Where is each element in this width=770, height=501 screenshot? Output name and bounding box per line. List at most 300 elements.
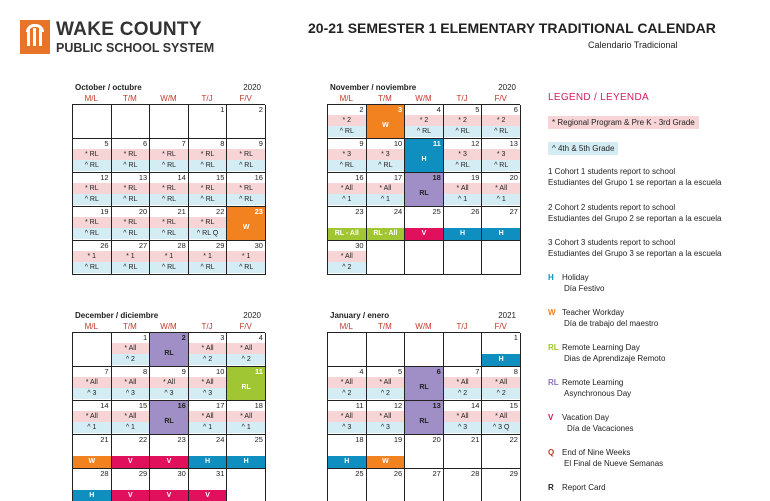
day-grades45-entry: ^ 2 (444, 388, 482, 399)
month-year: 2020 (243, 311, 261, 320)
day-cell (444, 173, 483, 207)
day-cell (328, 105, 367, 139)
day-number: 19 (393, 435, 403, 444)
day-cell (482, 207, 521, 241)
weekday-label: T/J (456, 94, 468, 103)
day-grades45-entry: ^ 3 (112, 388, 150, 399)
day-number: 16 (254, 173, 263, 182)
day-number: 19 (100, 207, 109, 216)
day-cell (73, 469, 112, 501)
day-number: 14 (177, 173, 186, 182)
day-number: 18 (254, 401, 263, 410)
day-cell (227, 173, 266, 207)
day-cell (112, 367, 151, 401)
day-number: 9 (258, 139, 263, 148)
day-number: 27 (509, 207, 518, 216)
weekday-label: W/M (160, 94, 177, 103)
day-cell (328, 469, 367, 501)
day-number: 6 (513, 105, 518, 114)
day-regional-entry: * All (328, 411, 366, 422)
day-regional-entry: * RL (189, 183, 227, 194)
day-number: 2 (181, 333, 186, 342)
day-cell (405, 333, 444, 367)
day-number: 12 (393, 401, 403, 410)
day-number: 23 (177, 435, 186, 444)
day-cell (73, 367, 112, 401)
day-number: 30 (177, 469, 186, 478)
day-status-band: RL - All (328, 228, 366, 240)
day-cell (150, 241, 189, 275)
day-number: 13 (138, 173, 148, 182)
month-year: 2020 (498, 83, 516, 92)
day-cell (189, 469, 228, 501)
day-number: 27 (432, 469, 441, 478)
legend-remote-async-en: Remote Learning (562, 378, 624, 387)
day-status-label: RL (164, 418, 174, 425)
day-number: 6 (436, 367, 441, 376)
day-cell (189, 435, 228, 469)
day-grades45-entry: ^ 1 (73, 422, 111, 433)
day-grades45-entry: ^ RL (150, 160, 188, 171)
day-cell (405, 105, 444, 139)
day-cell (150, 401, 189, 435)
day-regional-entry: * All (482, 411, 520, 422)
month-name: January / enero (330, 311, 390, 320)
day-status-band: V (405, 228, 443, 240)
day-cell (189, 333, 228, 367)
day-cell (150, 435, 189, 469)
logo-line-1: WAKE COUNTY (56, 19, 202, 40)
day-grades45-entry: ^ RL (112, 228, 150, 239)
day-cell (328, 207, 367, 241)
day-cell (482, 173, 521, 207)
month-name: November / noviembre (330, 83, 417, 92)
day-cell (444, 241, 483, 275)
day-number: 8 (220, 139, 225, 148)
day-number: 12 (471, 139, 480, 148)
day-grades45-entry: ^ 2 (328, 388, 366, 399)
day-grades45-entry: ^ 2 (367, 388, 405, 399)
day-cell (405, 401, 444, 435)
day-number: 14 (100, 401, 109, 410)
day-cell (73, 333, 112, 367)
day-cell (482, 435, 521, 469)
calendar-january (327, 311, 520, 501)
day-number: 5 (398, 367, 403, 376)
legend-remote-day-en: Remote Learning Day (562, 343, 640, 352)
day-number: 28 (177, 241, 186, 250)
day-number: 26 (471, 207, 480, 216)
day-cell (189, 207, 228, 241)
day-status-band: V (112, 490, 150, 501)
day-cell (112, 105, 151, 139)
day-cell (444, 105, 483, 139)
day-grades45-entry: ^ RL (405, 126, 443, 137)
day-status-label: W (382, 122, 389, 129)
day-cell (367, 207, 406, 241)
day-number: 4 (436, 105, 441, 114)
day-cell (150, 105, 189, 139)
day-grades45-entry: ^ 2 (227, 354, 265, 365)
day-number: 12 (100, 173, 109, 182)
day-number: 24 (393, 207, 403, 216)
day-number: 21 (177, 207, 186, 216)
day-cell (328, 333, 367, 367)
day-number: 27 (138, 241, 148, 250)
day-cell (367, 241, 406, 275)
legend-regional: * Regional Program & Pre K - 3rd Grade (548, 116, 699, 129)
legend-cohort2-es: Estudiantes del Grupo 2 se reportan a la escuela (548, 214, 722, 223)
day-number: 3 (220, 333, 225, 342)
day-status-band: H (227, 456, 265, 468)
day-number: 16 (177, 401, 186, 410)
day-cell (112, 139, 151, 173)
day-number: 21 (471, 435, 480, 444)
day-regional-entry: * All (112, 411, 150, 422)
weekday-label: T/J (201, 94, 213, 103)
day-regional-entry: * All (367, 411, 405, 422)
day-number: 11 (355, 401, 364, 410)
day-number: 13 (432, 401, 441, 410)
day-grades45-entry: ^ 3 Q (482, 422, 520, 433)
day-cell (328, 241, 367, 275)
day-cell (367, 105, 406, 139)
day-regional-entry: * All (328, 251, 366, 262)
day-status-band: H (328, 456, 366, 468)
day-regional-entry: * All (112, 377, 150, 388)
day-grades45-entry: ^ RL (73, 228, 111, 239)
day-cell (328, 173, 367, 207)
legend-remote-day-code: RL (548, 343, 559, 352)
day-regional-entry: * RL (227, 183, 265, 194)
legend-report-card-en: Report Card (562, 483, 606, 492)
weekday-label: F/V (494, 94, 507, 103)
day-cell (73, 401, 112, 435)
day-cell (189, 173, 228, 207)
day-regional-entry: * 2 (405, 115, 443, 126)
day-cell (73, 173, 112, 207)
day-regional-entry: * All (189, 343, 227, 354)
day-status-band: W (367, 456, 405, 468)
day-cell (367, 139, 406, 173)
day-status-label: RL (419, 418, 429, 425)
day-number: 5 (475, 105, 480, 114)
day-grades45-entry: ^ 1 (444, 194, 482, 205)
day-status-label: H (421, 156, 427, 163)
day-grades45-entry: ^ RL (189, 194, 227, 205)
day-regional-entry: * 3 (367, 149, 405, 160)
day-number: 13 (509, 139, 518, 148)
day-status-band: V (189, 490, 227, 501)
day-cell (227, 401, 266, 435)
day-grades45-entry: ^ RL (150, 194, 188, 205)
day-number: 15 (509, 401, 518, 410)
weekday-label: T/M (378, 94, 392, 103)
day-regional-entry: * 1 (189, 251, 227, 262)
day-status-band: H (189, 456, 227, 468)
day-cell (482, 139, 521, 173)
weekday-label: F/V (239, 94, 252, 103)
day-number: 25 (355, 469, 364, 478)
day-regional-entry: * 3 (328, 149, 366, 160)
day-number: 7 (104, 367, 109, 376)
weekday-label: M/L (84, 322, 98, 331)
day-cell (150, 173, 189, 207)
day-cell (482, 469, 521, 501)
day-cell (150, 333, 189, 367)
calendar-november (327, 83, 520, 275)
day-regional-entry: * All (444, 183, 482, 194)
day-number: 20 (509, 173, 518, 182)
day-grades45-entry: ^ RL (112, 194, 150, 205)
day-grades45-entry: ^ 2 (482, 388, 520, 399)
day-number: 25 (254, 435, 263, 444)
day-regional-entry: * 3 (482, 149, 520, 160)
day-regional-entry: * 2 (482, 115, 520, 126)
day-cell (367, 469, 406, 501)
weekday-label: T/M (378, 322, 392, 331)
weekday-label: M/L (84, 94, 98, 103)
day-number: 20 (432, 435, 441, 444)
day-number: 23 (355, 207, 364, 216)
legend-remote-async-es: Asynchronous Day (564, 389, 632, 398)
day-cell (112, 469, 151, 501)
legend-vacation-code: V (548, 413, 554, 422)
day-number: 3 (398, 105, 403, 114)
day-number: 11 (255, 367, 263, 376)
day-grades45-entry: ^ 3 (444, 422, 482, 433)
day-status-band: H (482, 228, 520, 240)
legend-workday-es: Día de trabajo del maestro (564, 319, 659, 328)
day-number: 22 (509, 435, 518, 444)
page-subtitle: Calendario Tradicional (588, 40, 678, 50)
day-number: 19 (471, 173, 480, 182)
day-regional-entry: * All (482, 183, 520, 194)
day-grades45-entry: ^ RL Q (189, 228, 227, 239)
logo-line-2: PUBLIC SCHOOL SYSTEM (56, 41, 215, 55)
day-cell (227, 207, 266, 241)
day-cell (150, 207, 189, 241)
day-cell (328, 139, 367, 173)
day-grades45-entry: ^ 3 (150, 388, 188, 399)
day-status-label: RL (164, 350, 174, 357)
day-cell (112, 173, 151, 207)
day-cell (112, 435, 151, 469)
day-grades45-entry: ^ RL (150, 228, 188, 239)
weekday-label: T/J (201, 322, 213, 331)
day-number: 24 (216, 435, 225, 444)
day-grades45-entry: ^ RL (150, 262, 188, 273)
day-cell (405, 207, 444, 241)
day-cell (367, 401, 406, 435)
legend-remote-async-code: RL (548, 378, 559, 387)
month-year: 2020 (243, 83, 261, 92)
day-number: 8 (513, 367, 518, 376)
legend-workday-en: Teacher Workday (562, 308, 625, 317)
day-cell (227, 241, 266, 275)
day-number: 23 (254, 207, 263, 216)
day-number: 17 (393, 173, 403, 182)
day-cell (405, 139, 444, 173)
day-cell (189, 367, 228, 401)
day-regional-entry: * All (227, 343, 265, 354)
day-grades45-entry: ^ RL (227, 194, 265, 205)
legend-cohort3-es: Estudiantes del Grupo 3 se reportan a la escuela (548, 249, 722, 258)
legend-cohort2-en: 2 Cohort 2 students report to school (548, 203, 676, 212)
day-cell (444, 207, 483, 241)
day-regional-entry: * 1 (227, 251, 265, 262)
day-status-band: RL - All (367, 228, 405, 240)
day-status-band: H (482, 354, 520, 366)
weekday-label: M/L (339, 94, 353, 103)
day-cell (444, 401, 483, 435)
weekday-label: F/V (494, 322, 507, 331)
weekday-label: W/M (415, 322, 432, 331)
day-status-label: RL (241, 384, 251, 391)
day-grades45-entry: ^ RL (328, 126, 366, 137)
day-status-label: RL (419, 190, 429, 197)
day-number: 7 (181, 139, 186, 148)
day-grades45-entry: ^ RL (73, 262, 111, 273)
day-number: 9 (181, 367, 186, 376)
day-grades45-entry: ^ RL (482, 126, 520, 137)
day-status-label: RL (419, 384, 429, 391)
day-number: 18 (432, 173, 441, 182)
day-regional-entry: * 1 (112, 251, 150, 262)
legend-remote-day-es: Dias de Aprendizaje Remoto (564, 354, 666, 363)
day-regional-entry: * 2 (444, 115, 482, 126)
day-cell (367, 367, 406, 401)
day-number: 30 (254, 241, 263, 250)
day-cell (328, 367, 367, 401)
day-grades45-entry: ^ 2 (328, 262, 366, 273)
day-number: 1 (513, 333, 518, 342)
logo-mark-icon (20, 20, 50, 54)
day-cell (227, 333, 266, 367)
day-cell (328, 401, 367, 435)
day-status-band: H (73, 490, 111, 501)
day-regional-entry: * All (367, 183, 405, 194)
day-number: 7 (475, 367, 480, 376)
day-grades45-entry: ^ 3 (189, 388, 227, 399)
day-number: 5 (104, 139, 109, 148)
day-cell (444, 333, 483, 367)
day-cell (444, 367, 483, 401)
day-cell (482, 367, 521, 401)
day-grades45-entry: ^ 1 (482, 194, 520, 205)
day-number: 26 (100, 241, 109, 250)
day-regional-entry: * RL (227, 149, 265, 160)
day-regional-entry: * RL (112, 149, 150, 160)
day-regional-entry: * All (328, 183, 366, 194)
day-grades45-entry: ^ 1 (189, 422, 227, 433)
legend-nine-weeks-es: El Final de Nueve Semanas (564, 459, 664, 468)
day-number: 26 (393, 469, 403, 478)
day-number: 10 (216, 367, 225, 376)
day-grades45-entry: ^ 1 (367, 194, 405, 205)
day-cell (227, 435, 266, 469)
legend-cohort1-es: Estudiantes del Grupo 1 se reportan a la escuela (548, 178, 722, 187)
day-grades45-entry: ^ RL (189, 160, 227, 171)
day-grades45-entry: ^ RL (227, 160, 265, 171)
day-cell (73, 207, 112, 241)
day-regional-entry: * All (112, 343, 150, 354)
day-regional-entry: * 2 (328, 115, 366, 126)
legend-holiday-en: Holiday (562, 273, 589, 282)
day-status-band: W (73, 456, 111, 468)
day-number: 25 (432, 207, 441, 216)
month-name: December / diciembre (75, 311, 159, 320)
day-number: 2 (359, 105, 364, 114)
day-regional-entry: * All (482, 377, 520, 388)
day-number: 22 (216, 207, 225, 216)
day-number: 29 (216, 241, 225, 250)
day-grades45-entry: ^ RL (328, 160, 366, 171)
day-regional-entry: * All (444, 377, 482, 388)
day-cell (227, 139, 266, 173)
day-regional-entry: * RL (189, 217, 227, 228)
day-number: 20 (138, 207, 148, 216)
legend-title: LEGEND / LEYENDA (548, 92, 649, 103)
day-cell (112, 333, 151, 367)
day-grades45-entry: ^ 1 (112, 422, 150, 433)
day-regional-entry: * 1 (150, 251, 188, 262)
day-regional-entry: * All (328, 377, 366, 388)
day-grades45-entry: ^ 1 (328, 194, 366, 205)
day-status-label: W (242, 224, 250, 231)
page-title: 20-21 SEMESTER 1 ELEMENTARY TRADITIONAL CALENDAR (308, 20, 716, 36)
day-status-band: V (150, 456, 188, 468)
day-cell (150, 367, 189, 401)
day-cell (227, 367, 266, 401)
day-number: 2 (258, 105, 263, 114)
weekday-label: T/M (123, 322, 137, 331)
day-grades45-entry: ^ RL (444, 126, 482, 137)
day-regional-entry: * RL (73, 183, 111, 194)
day-number: 29 (509, 469, 518, 478)
day-regional-entry: * RL (150, 217, 188, 228)
day-number: 30 (355, 241, 364, 250)
day-cell (367, 435, 406, 469)
day-cell (328, 435, 367, 469)
district-logo (20, 18, 220, 58)
day-cell (189, 241, 228, 275)
day-grades45-entry: ^ 3 (73, 388, 111, 399)
legend-grades-45: ^ 4th & 5th Grade (548, 142, 618, 155)
day-cell (405, 435, 444, 469)
day-grades45-entry: ^ RL (367, 160, 405, 171)
day-cell (367, 333, 406, 367)
day-grades45-entry: ^ RL (444, 160, 482, 171)
legend-cohort1-en: 1 Cohort 1 students report to school (548, 167, 676, 176)
day-number: 16 (355, 173, 364, 182)
day-number: 21 (100, 435, 109, 444)
calendar-october (72, 83, 265, 275)
day-cell (482, 401, 521, 435)
day-number: 28 (100, 469, 109, 478)
day-number: 28 (471, 469, 480, 478)
day-regional-entry: * RL (150, 183, 188, 194)
day-grades45-entry: ^ 2 (112, 354, 150, 365)
day-number: 18 (355, 435, 364, 444)
weekday-label: M/L (339, 322, 353, 331)
legend-holiday-code: H (548, 273, 554, 282)
day-cell (482, 241, 521, 275)
day-regional-entry: * All (367, 377, 405, 388)
weekday-label: T/J (456, 322, 468, 331)
day-grades45-entry: ^ 3 (367, 422, 405, 433)
day-cell (444, 469, 483, 501)
